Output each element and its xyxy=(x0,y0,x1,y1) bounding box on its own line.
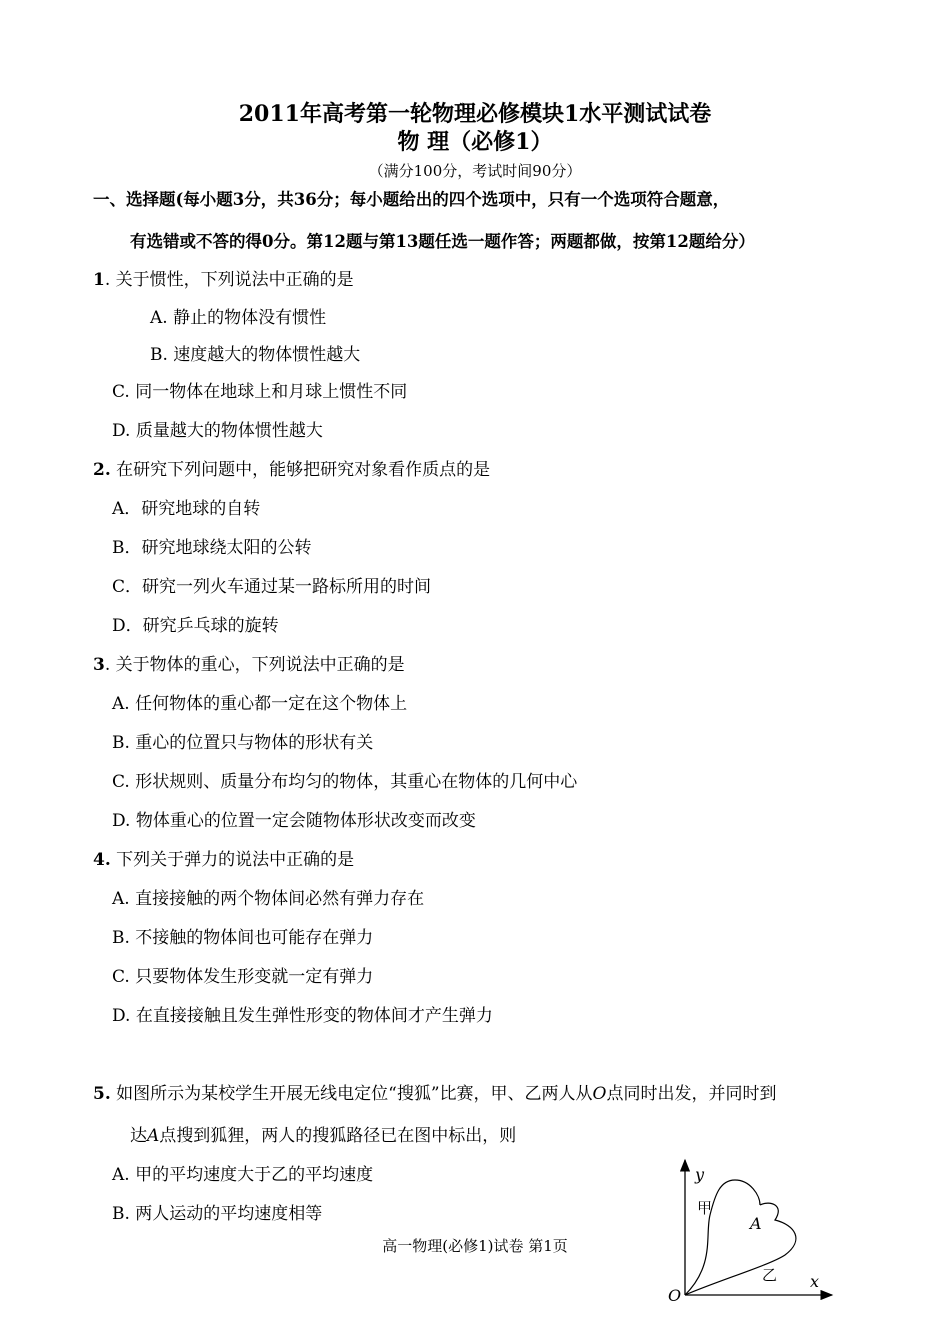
question-2-option-c: C．研究一列火车通过某一路标所用的时间 xyxy=(112,577,432,597)
question-2-text: 在研究下列问题中，能够把研究对象看作质点的是 xyxy=(110,460,491,480)
question-5-text-1: 如图所示为某校学生开展无线电定位“搜狐”比赛，甲、乙两人从 xyxy=(110,1084,593,1104)
question-4-number: 4. xyxy=(93,850,111,870)
section-heading-line2: 有选错或不答的得0分。第12题与第13题任选一题作答；两题都做，按第12题给分） xyxy=(130,232,755,251)
question-3-number: 3 xyxy=(93,655,105,675)
question-5-text-2b: 点搜到狐狸，两人的搜狐路径已在图中标出，则 xyxy=(159,1126,517,1146)
question-2-option-a: A．研究地球的自转 xyxy=(112,499,261,519)
question-1-option-d: D. 质量越大的物体惯性越大 xyxy=(112,421,323,441)
origin-label: O xyxy=(668,1286,682,1305)
x-axis-label: x xyxy=(810,1272,820,1291)
question-4-option-a: A. 直接接触的两个物体间必然有弹力存在 xyxy=(112,889,425,909)
question-3-option-d: D. 物体重心的位置一定会随物体形状改变而改变 xyxy=(112,811,476,831)
question-2-stem xyxy=(93,459,490,481)
question-5-point-o: O xyxy=(592,1084,607,1104)
y-axis-label: y xyxy=(695,1165,705,1184)
question-5-stem-line1 xyxy=(93,1083,776,1105)
page-footer: 高一物理(必修1)试卷 第1页 xyxy=(382,1237,568,1255)
question-2-number: 2. xyxy=(93,460,111,480)
question-1-option-c: C. 同一物体在地球上和月球上惯性不同 xyxy=(112,382,408,402)
question-4-stem xyxy=(93,849,354,871)
question-3-stem xyxy=(93,654,405,676)
question-1-option-b: B. 速度越大的物体惯性越大 xyxy=(150,345,361,365)
question-5-point-a: A xyxy=(147,1126,160,1146)
exam-subtitle: 物 理（必修1） xyxy=(397,129,553,155)
question-3-text: . 关于物体的重心，下列说法中正确的是 xyxy=(104,655,405,675)
question-1-text: . 关于惯性，下列说法中正确的是 xyxy=(104,270,354,290)
question-4-text: 下列关于弹力的说法中正确的是 xyxy=(110,850,355,870)
question-5-number: 5. xyxy=(93,1084,111,1104)
exam-title: 2011年高考第一轮物理必修模块1水平测试试卷 xyxy=(238,101,712,127)
question-5-text-1b: 点同时出发，并同时到 xyxy=(606,1084,777,1104)
question-2-option-b: B．研究地球绕太阳的公转 xyxy=(112,538,312,558)
question-5-option-a: A. 甲的平均速度大于乙的平均速度 xyxy=(112,1165,374,1185)
question-3-option-b: B. 重心的位置只与物体的形状有关 xyxy=(112,733,374,753)
question-4-option-c: C. 只要物体发生形变就一定有弹力 xyxy=(112,967,374,987)
question-4-option-d: D. 在直接接触且发生弹性形变的物体间才产生弹力 xyxy=(112,1006,493,1026)
question-5-stem-line2 xyxy=(130,1125,516,1147)
exam-note: （满分100分，考试时间90分） xyxy=(368,162,582,180)
point-a-label: A xyxy=(750,1214,762,1233)
question-5-text-2a: 达 xyxy=(130,1126,147,1146)
path-yi-label: 乙 xyxy=(762,1266,778,1284)
question-1-stem xyxy=(93,269,354,291)
question-5-option-b: B. 两人运动的平均速度相等 xyxy=(112,1204,323,1224)
question-4-option-b: B. 不接触的物体间也可能存在弹力 xyxy=(112,928,374,948)
question-1-option-a: A. 静止的物体没有惯性 xyxy=(150,308,327,328)
question-2-option-d: D．研究乒乓球的旋转 xyxy=(112,616,279,636)
section-heading-line1: 一、选择题(每小题3分，共36分；每小题给出的四个选项中，只有一个选项符合题意， xyxy=(93,190,730,209)
question-3-option-a: A. 任何物体的重心都一定在这个物体上 xyxy=(112,694,408,714)
question-3-option-c: C. 形状规则、质量分布均匀的物体，其重心在物体的几何中心 xyxy=(112,772,578,792)
question-1-number: 1 xyxy=(93,270,105,290)
path-jia-label: 甲 xyxy=(697,1199,713,1217)
